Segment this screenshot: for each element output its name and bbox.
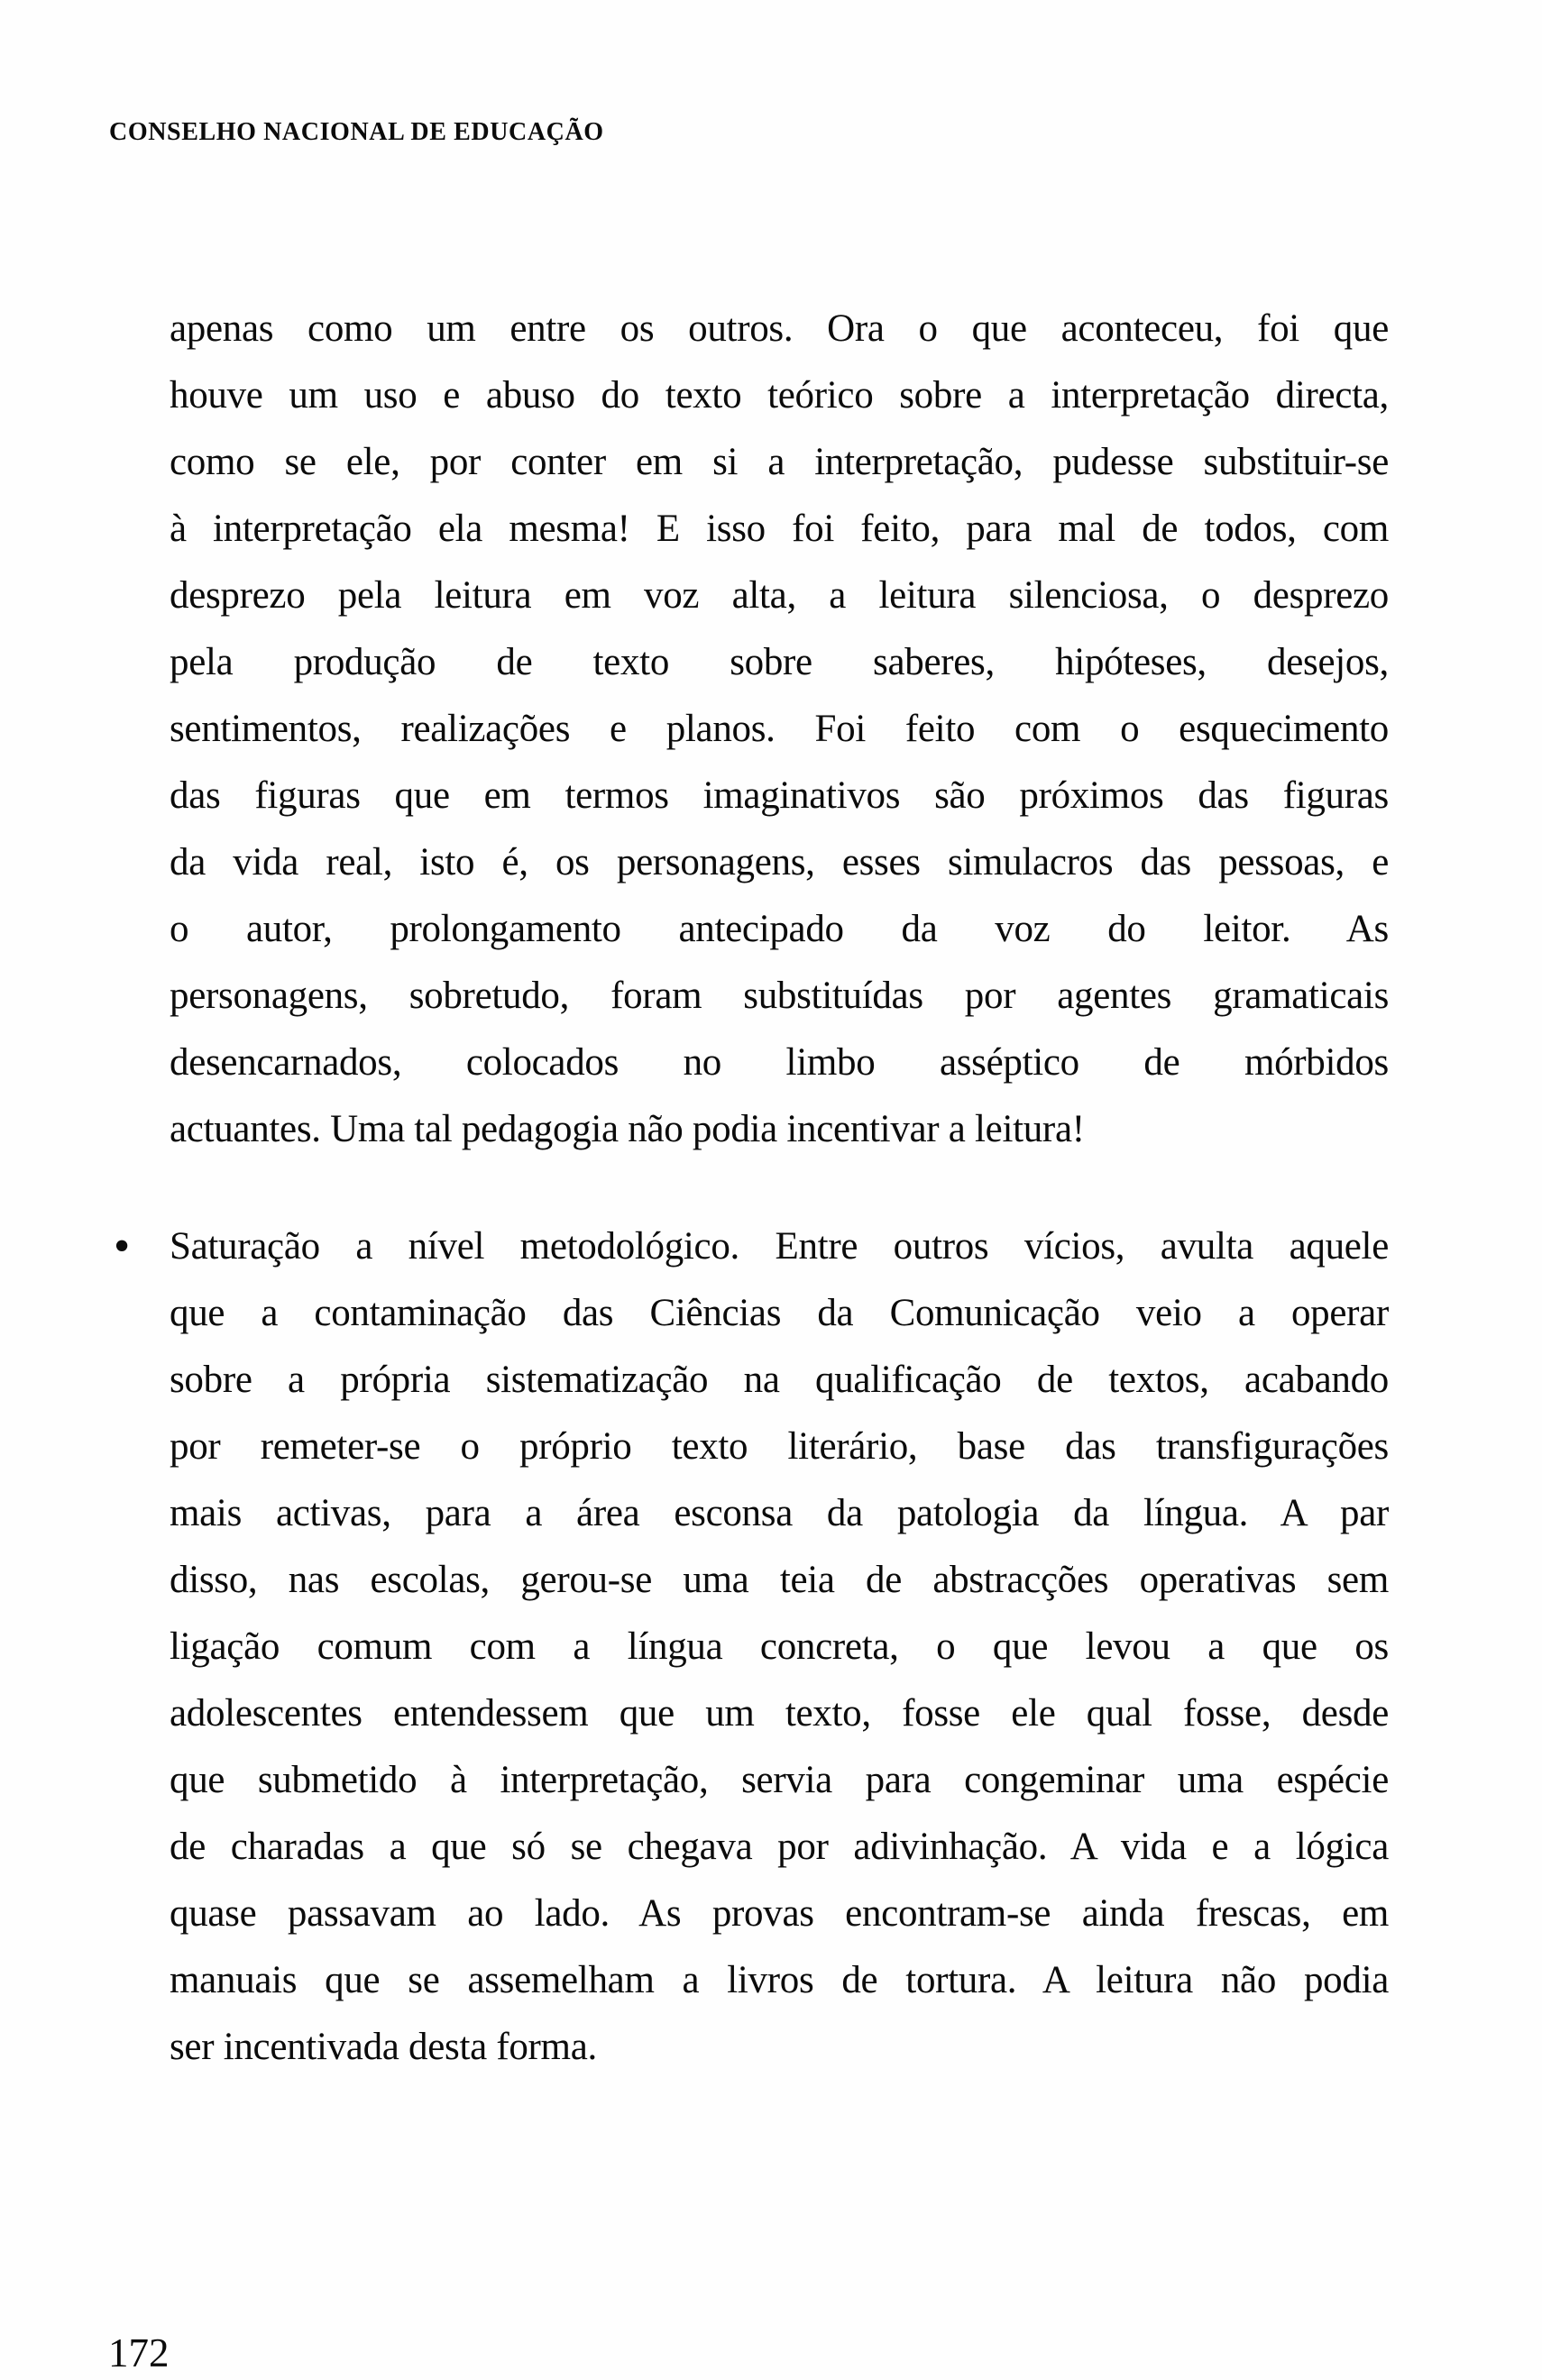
text-line: sobre a própria sistematização na qualificação de textos, acabando [170, 1359, 1389, 1401]
page-number: 172 [108, 2330, 170, 2375]
text-line: manuais que se assemelham a livros de tortura. A leitura não podia [170, 1959, 1389, 2001]
bullet-item [114, 1213, 1389, 2081]
text-line: que submetido à interpretação, servia para congeminar uma espécie [170, 1759, 1389, 1801]
body-text [114, 296, 1389, 2081]
text-line: adolescentes entendessem que um texto, fosse ele qual fosse, desde [170, 1692, 1389, 1735]
text-line: disso, nas escolas, gerou-se uma teia de abstracções operativas sem [170, 1559, 1389, 1601]
text-line: desencarnados, colocados no limbo asséptico de mórbidos [170, 1041, 1389, 1084]
text-line: da vida real, isto é, os personagens, esses simulacros das pessoas, e [170, 841, 1389, 883]
text-line: actuantes. Uma tal pedagogia não podia incentivar a leitura! [170, 1108, 1085, 1150]
text-line: ser incentivada desta forma. [170, 2026, 597, 2068]
text-line: apenas como um entre os outros. Ora o que aconteceu, foi que [170, 307, 1389, 350]
text-line: ligação comum com a língua concreta, o que levou a que os [170, 1625, 1389, 1668]
text-line: das figuras que em termos imaginativos são próximos das figuras [170, 774, 1389, 817]
text-line: desprezo pela leitura em voz alta, a leitura silenciosa, o desprezo [170, 574, 1389, 617]
text-line: o autor, prolongamento antecipado da voz do leitor. As [170, 908, 1389, 950]
bullet-icon: • [114, 1221, 131, 1272]
text-line: mais activas, para a área esconsa da patologia da língua. A par [170, 1492, 1389, 1534]
text-line: houve um uso e abuso do texto teórico sobre a interpretação directa, [170, 374, 1389, 416]
text-line: Saturação a nível metodológico. Entre outros vícios, avulta aquele [170, 1225, 1389, 1268]
text-line: quase passavam ao lado. As provas encontram-se ainda frescas, em [170, 1892, 1389, 1935]
text-line: como se ele, por conter em si a interpretação, pudesse substituir-se [170, 441, 1389, 483]
running-header: CONSELHO NACIONAL DE EDUCAÇÃO [109, 118, 604, 146]
text-line: sentimentos, realizações e planos. Foi feito com o esquecimento [170, 708, 1389, 750]
text-line: à interpretação ela mesma! E isso foi feito, para mal de todos, com [170, 508, 1389, 550]
paragraph-bullet [170, 1213, 1389, 2081]
text-line: por remeter-se o próprio texto literário, base das transfigurações [170, 1425, 1389, 1468]
text-line: pela produção de texto sobre saberes, hipóteses, desejos, [170, 641, 1389, 683]
text-line: de charadas a que só se chegava por adivinhação. A vida e a lógica [170, 1826, 1389, 1868]
text-line: personagens, sobretudo, foram substituídas por agentes gramaticais [170, 975, 1389, 1017]
paragraph-main [170, 296, 1389, 1163]
text-line: que a contaminação das Ciências da Comunicação veio a operar [170, 1292, 1389, 1334]
